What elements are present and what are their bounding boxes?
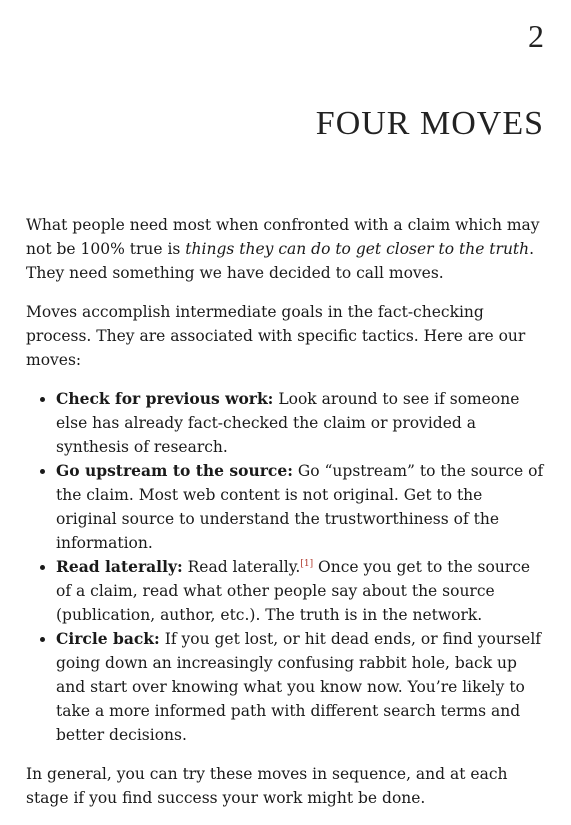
chapter-body <box>26 213 546 825</box>
chapter-number: 2 <box>528 18 544 54</box>
move-description: Read laterally. <box>182 558 301 576</box>
move-term: Read laterally: <box>56 557 183 576</box>
intro-paragraph <box>26 213 546 285</box>
move-term: Check for previous work: <box>56 389 274 408</box>
move-item-check-previous-work <box>56 387 546 459</box>
moves-list <box>26 387 546 747</box>
move-term: Circle back: <box>56 629 160 648</box>
move-description-continued: Once you get to the source of a claim, read what other people say about the source (publication, author, etc.). The truth is in the network. <box>56 558 531 624</box>
move-term: Go upstream to the source: <box>56 461 293 480</box>
closing-paragraph: In general, you can try these moves in sequence, and at each stage if you find success your work might be done. <box>26 765 508 807</box>
move-item-go-upstream <box>56 459 546 555</box>
intro-emphasis: things they can do to get closer to the truth <box>185 240 530 258</box>
intro-text-start: What people need most when confronted with a claim which may not be 100% true is <box>26 216 540 258</box>
move-description: Go “upstream” to the source of the claim. Most web content is not original. Get to the original source to understand the trustworthiness of the information. <box>56 462 544 552</box>
intro-text-end: . They need something we have decided to call moves. <box>26 240 535 282</box>
moves-intro-paragraph: Moves accomplish intermediate goals in the fact-checking process. They are associated with specific tactics. Here are our moves: <box>26 303 526 369</box>
move-item-read-laterally <box>56 555 546 627</box>
move-description: If you get lost, or hit dead ends, or find yourself going down an increasingly confusing rabbit hole, back up and start over knowing what you know now. You’re likely to take a more informed path with different search terms and better decisions. <box>56 630 542 744</box>
move-item-circle-back <box>56 627 546 747</box>
chapter-title: FOUR MOVES <box>315 105 544 142</box>
move-description: Look around to see if someone else has already fact-checked the claim or provided a synthesis of research. <box>56 390 520 456</box>
footnote-link[interactable]: [1] <box>300 558 314 569</box>
